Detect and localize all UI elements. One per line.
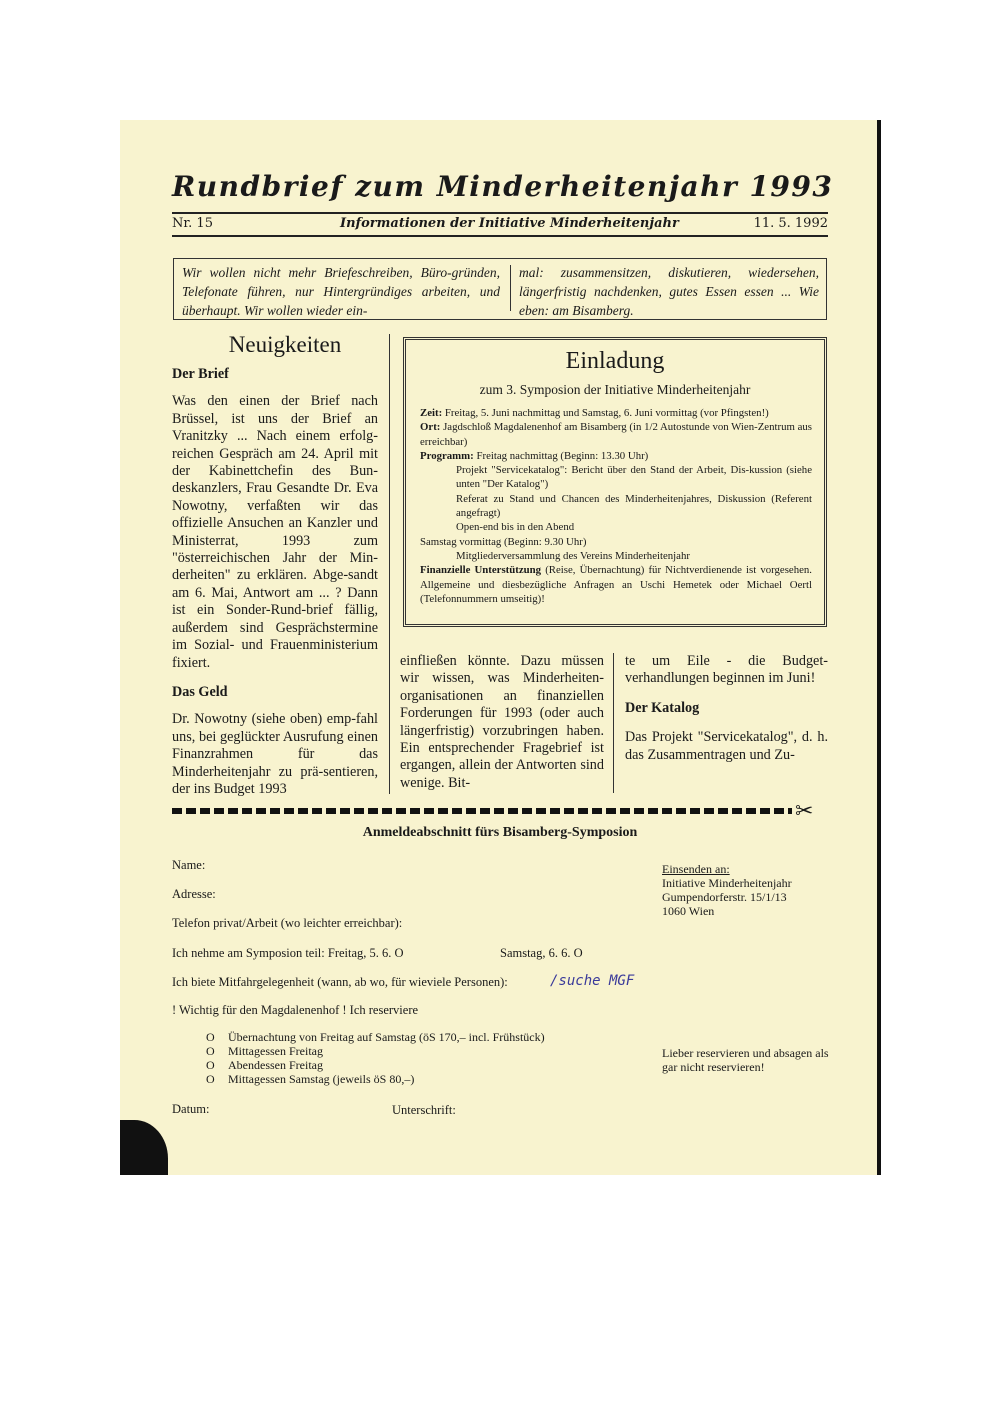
- news-heading: Neuigkeiten: [228, 332, 342, 357]
- invitation-programm: [420, 449, 812, 463]
- issue-number: Nr. 15: [172, 216, 213, 231]
- program-item: Mitgliederversammlung des Vereins Minderheitenjahr: [456, 549, 690, 562]
- katalog-text: Das Projekt "Servicekatalog", d. h. das Zusammentragen und Zu-: [625, 729, 828, 763]
- masthead-rule-bottom: [172, 235, 828, 237]
- invitation-body: [420, 406, 812, 606]
- invitation-ort: [420, 420, 812, 449]
- invitation-heading: Einladung: [565, 348, 665, 374]
- scissors-icon: ✂: [795, 798, 814, 823]
- brief-heading: Der Brief: [172, 366, 229, 382]
- katalog-heading: Der Katalog: [625, 699, 700, 716]
- masthead-title: Rundbrief zum Minderheitenjahr 1993: [172, 170, 834, 203]
- intro-divider: [510, 265, 511, 311]
- program-item: Open-end bis in den Abend: [456, 521, 575, 534]
- signature-field[interactable]: Unterschrift:: [392, 1103, 456, 1117]
- news-column-left: [172, 366, 378, 810]
- reservation-options: [206, 1030, 545, 1086]
- invitation-box: [403, 337, 827, 627]
- address-line: 1060 Wien: [662, 904, 715, 918]
- invitation-subheading: zum 3. Symposion der Initiative Minderheitenjahr: [479, 382, 751, 397]
- invitation-finanz: [420, 563, 812, 606]
- issue-date: 11. 5. 1992: [753, 216, 828, 231]
- news-column-middle: einfließen könnte. Dazu müssen wir wissen, was Minderheiten-organisationen an finanziellen Forderungen für 1993 (oder auch längerfristig) vorzubringen haben. Ein entsprechender Fragebrief ist ergangen, allein der Antworten sind wenige. Bit-: [400, 653, 604, 791]
- option-label: Übernachtung von Freitag auf Samstag (öS 170,– incl. Frühstück): [228, 1030, 545, 1044]
- ort-label: Ort:: [420, 421, 441, 434]
- reservation-option[interactable]: [206, 1058, 545, 1072]
- brief-text: Was den einen der Brief nach Brüssel, ist uns der Brief an Vranitzky ... Nach einem erfolg-reichen Gespräch am 24. April mit der Kabinettchefin des Bun-deskanzlers, Frau Gesandte Dr. Eva Nowotny, verfaßten wir das offizielle Ansuchen an Kanzler und Ministerrat, 1993 zum "österreichischen Jahr der Min-derheiten" zu erklären. Abge-sandt am 6. Mai, Antwort am ... ? Dann ist ein Sonder-Rund-brief fällig, außerdem sind Gesprächstermine im Sozial- und Frauenministerium fixiert.: [172, 393, 378, 671]
- option-label: Mittagessen Freitag: [228, 1044, 323, 1058]
- name-field[interactable]: Name:: [172, 858, 206, 872]
- newsletter-page: [120, 120, 880, 1175]
- masthead-subtitle: Informationen der Initiative Minderheitenjahr: [340, 216, 679, 231]
- masthead-rule-top: [172, 212, 828, 214]
- address-line: Gumpendorferstr. 15/1/13: [662, 890, 787, 904]
- column-divider: [389, 334, 390, 794]
- news-column-right: [625, 653, 828, 764]
- invitation-zeit: [420, 406, 812, 420]
- reservation-notice: ! Wichtig für den Magdalenenhof ! Ich reserviere: [172, 1003, 419, 1017]
- attend-friday-option[interactable]: Ich nehme am Symposion teil: Freitag, 5. 6. O: [172, 946, 404, 960]
- handwritten-note: /suche MGF: [550, 973, 635, 989]
- intro-box: [173, 258, 827, 320]
- column-divider: [613, 653, 614, 793]
- zeit-text: Freitag, 5. Juni nachmittag und Samstag, 6. Juni vormittag (vor Pfingsten!): [444, 407, 769, 419]
- checkbox-circle-icon[interactable]: O: [206, 1072, 215, 1086]
- geld-heading: Das Geld: [172, 683, 228, 700]
- ort-text: Jagdschloß Magdalenenhof am Bisamberg (in 1/2 Autostunde von Wien-Zentrum aus erreichbar): [420, 421, 812, 448]
- reservation-option[interactable]: [206, 1030, 545, 1044]
- address-line: Initiative Minderheitenjahr: [662, 876, 792, 890]
- phone-field[interactable]: Telefon privat/Arbeit (wo leichter erreichbar):: [172, 916, 403, 930]
- ride-offer-field[interactable]: Ich biete Mitfahrgelegenheit (wann, ab wo, für wieviele Personen):: [172, 975, 508, 989]
- masthead-info-row: [172, 216, 828, 234]
- program-samstag: Samstag vormittag (Beginn: 9.30 Uhr): [420, 535, 587, 548]
- checkbox-circle-icon[interactable]: O: [206, 1030, 215, 1044]
- program-item: Projekt "Servicekatalog": Bericht über den Stand der Arbeit, Dis-kussion (siehe unten "Der Katalog"): [456, 464, 812, 491]
- finanz-label: Finanzielle Unterstützung: [420, 564, 542, 577]
- reservation-note: Lieber reservieren und absagen als gar nicht reservieren!: [662, 1046, 829, 1074]
- checkbox-circle-icon[interactable]: O: [206, 1058, 215, 1072]
- zeit-label: Zeit:: [420, 407, 443, 419]
- option-label: Abendessen Freitag: [228, 1058, 323, 1072]
- form-title: Anmeldeabschnitt fürs Bisamberg-Symposion: [362, 825, 638, 840]
- geld-text: Dr. Nowotny (siehe oben) emp-fahl uns, bei geglückter Ausrufung einen Finanzrahmen für das Minderheitenjahr zu prä-sentieren, der ins Budget 1993: [172, 711, 378, 797]
- scan-edge: [877, 120, 881, 1175]
- program-item: Referat zu Stand und Chancen des Minderheitenjahres, Diskussion (Referent angefragt): [456, 492, 812, 520]
- intro-text-left: Wir wollen nicht mehr Briefeschreiben, Büro-gründen, Telefonate führen, nur Hintergründiges arbeiten, und überhaupt. Wir wollen wieder ein-: [182, 265, 500, 318]
- send-to-heading: Einsenden an:: [662, 862, 730, 876]
- checkbox-circle-icon[interactable]: O: [206, 1044, 215, 1058]
- date-field[interactable]: Datum:: [172, 1102, 210, 1116]
- programm-label: Programm:: [420, 449, 474, 462]
- address-field[interactable]: Adresse:: [172, 887, 216, 901]
- option-label: Mittagessen Samstag (jeweils öS 80,–): [228, 1072, 415, 1086]
- reservation-option[interactable]: [206, 1044, 545, 1058]
- programm-text: Freitag nachmittag (Beginn: 13.30 Uhr): [476, 449, 649, 462]
- budget-text: te um Eile - die Budget-verhandlungen beginnen im Juni!: [625, 653, 828, 687]
- cut-line: [172, 808, 792, 814]
- intro-text-right: mal: zusammensitzen, diskutieren, wiedersehen, längerfristig nachdenken, gutes Essen essen ... Wie eben: am Bisamberg.: [519, 265, 819, 318]
- finanz-text: (Reise, Übernachtung) für Nichtverdienende ist vorgesehen. Allgemeine und diesbezügliche Anfragen an Uschi Hemetek oder Michael Oertl (Telefonnummern umseitig)!: [420, 564, 812, 605]
- send-to-address: [662, 862, 792, 918]
- reservation-option[interactable]: [206, 1072, 545, 1086]
- attend-saturday-option[interactable]: Samstag, 6. 6. O: [500, 946, 583, 960]
